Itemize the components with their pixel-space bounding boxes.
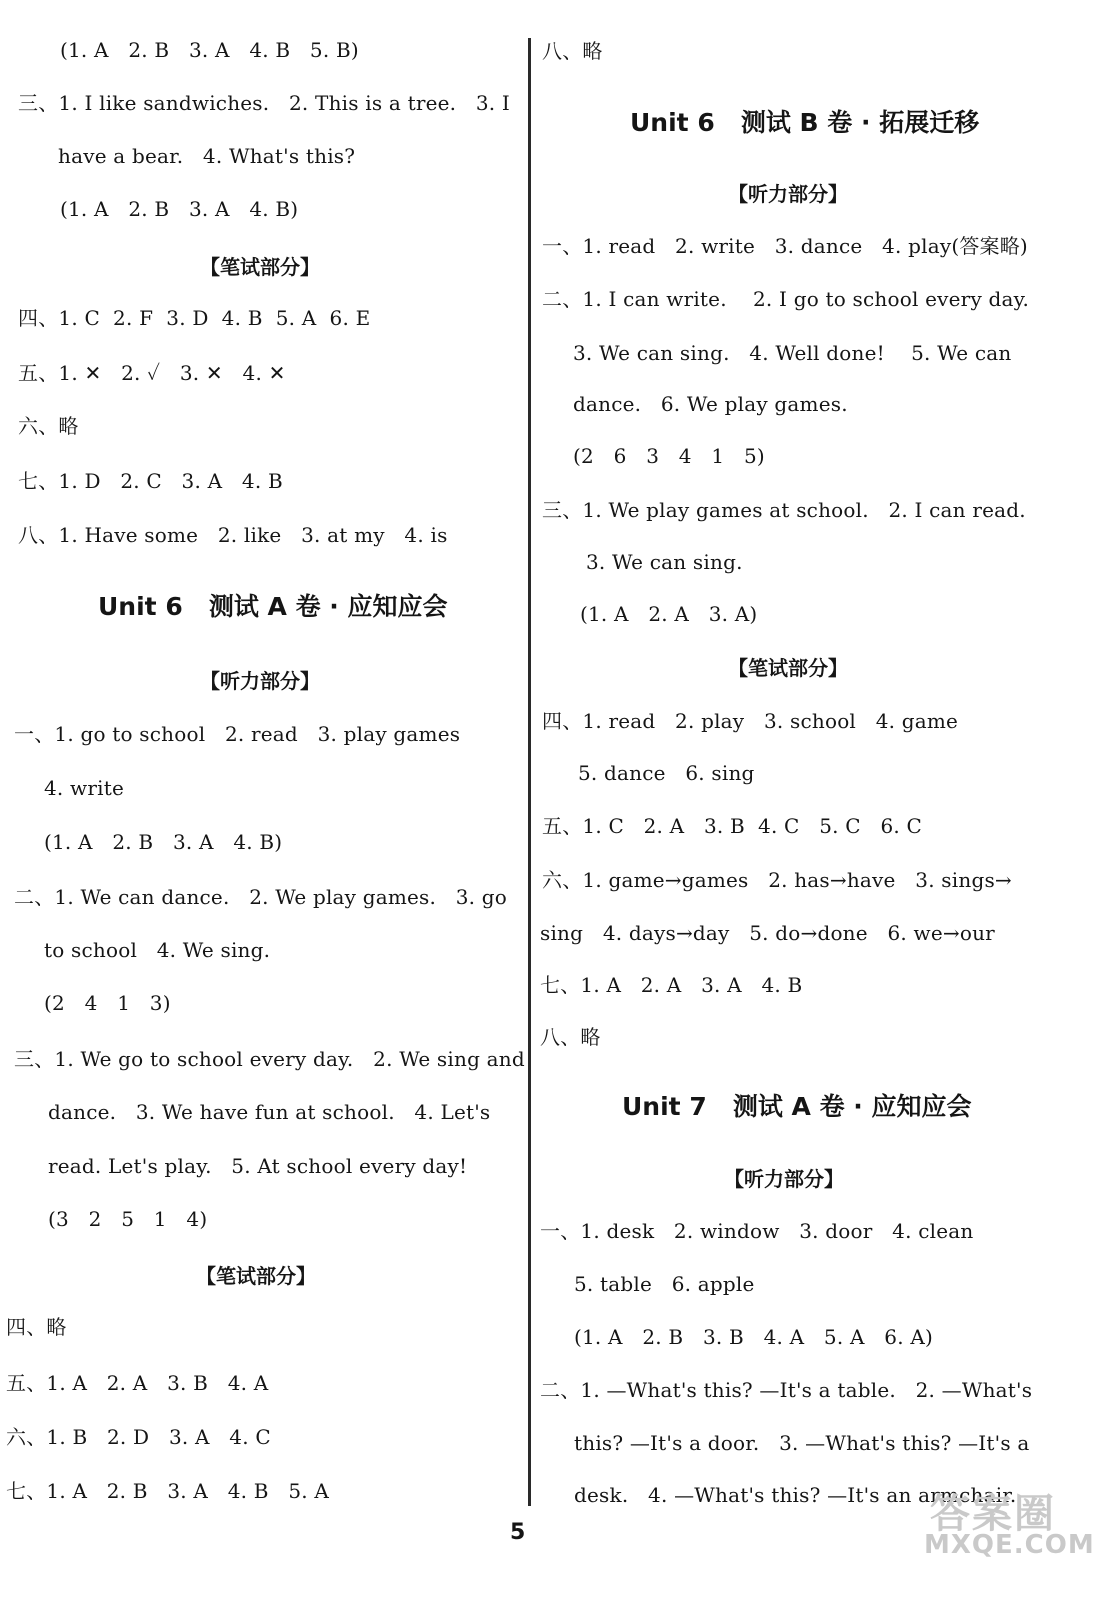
answer-line: 八、1. Have some 2. like 3. at my 4. is [18,523,448,547]
section-label: 【笔试部分】 [196,1264,316,1288]
answer-line: 四、1. C 2. F 3. D 4. B 5. A 6. E [18,306,371,330]
section-label: 【听力部分】 [200,669,320,693]
section-label: 【听力部分】 [728,182,848,206]
answer-line: read. Let's play. 5. At school every day! [48,1154,468,1178]
answer-line: (1. A 2. B 3. A 4. B 5. B) [60,38,359,62]
answer-line: 4. write [44,776,124,800]
watermark-url: MXQE.COM [924,1530,1095,1560]
answer-line: (2 4 1 3) [44,991,171,1015]
answer-line: 六、1. game→games 2. has→have 3. sings→ [542,868,1012,892]
answer-line: 一、1. desk 2. window 3. door 4. clean [540,1219,974,1243]
answer-line: 二、1. We can dance. 2. We play games. 3. go [14,885,508,909]
column-divider [528,38,531,1506]
answer-line: to school 4. We sing. [44,938,271,962]
answer-line: 七、1. D 2. C 3. A 4. B [18,469,283,493]
answer-line: (1. A 2. A 3. A) [580,602,758,626]
answer-line: 3. We can sing. 4. Well done! 5. We can [573,341,1012,365]
answer-line: 六、1. B 2. D 3. A 4. C [6,1425,271,1449]
answer-line: 三、1. We play games at school. 2. I can read. [542,498,1026,522]
unit-heading: Unit 6 测试 B 卷 · 拓展迁移 [630,108,980,137]
answer-line: 二、1. I can write. 2. I go to school every day. [542,287,1030,311]
answer-line: 一、1. go to school 2. read 3. play games [14,722,461,746]
answer-line: (1. A 2. B 3. A 4. B) [60,197,299,221]
answer-line: 八、略 [542,39,603,63]
section-label: 【笔试部分】 [728,656,848,680]
answer-line: 八、略 [540,1025,601,1049]
answer-line: 五、1. C 2. A 3. B 4. C 5. C 6. C [542,814,922,838]
answer-line: 四、1. read 2. play 3. school 4. game [542,709,959,733]
answer-line: sing 4. days→day 5. do→done 6. we→our [540,921,995,945]
answer-line: (2 6 3 4 1 5) [573,444,765,468]
answer-line: 五、1. ✕ 2. ✓ 3. ✕ 4. ✕ [18,361,286,385]
answer-line: 五、1. A 2. A 3. B 4. A [6,1371,269,1395]
answer-line: 四、略 [6,1315,67,1339]
answer-line: desk. 4. —What's this? —It's an armchair. [574,1483,1017,1507]
watermark-logo: 答案圈 [930,1491,1056,1537]
unit-heading: Unit 7 测试 A 卷 · 应知应会 [622,1092,972,1121]
answer-line: (1. A 2. B 3. B 4. A 5. A 6. A) [574,1325,933,1349]
answer-line: have a bear. 4. What's this? [58,144,356,168]
answer-line: (1. A 2. B 3. A 4. B) [44,830,283,854]
section-label: 【笔试部分】 [200,255,320,279]
watermark [920,1482,1095,1562]
answer-line: dance. 3. We have fun at school. 4. Let's [48,1100,491,1124]
answer-line: this? —It's a door. 3. —What's this? —It's a [574,1431,1030,1455]
answer-line: 七、1. A 2. A 3. A 4. B [540,973,803,997]
answer-line: 3. We can sing. [586,550,743,574]
answer-line: 三、1. We go to school every day. 2. We sing and [14,1047,525,1071]
answer-line: 二、1. —What's this? —It's a table. 2. —What's [540,1378,1033,1402]
page-number: 5 [510,1520,526,1545]
unit-heading: Unit 6 测试 A 卷 · 应知应会 [98,592,448,621]
answer-line: (3 2 5 1 4) [48,1207,208,1231]
answer-line: 5. dance 6. sing [578,761,755,785]
answer-line: dance. 6. We play games. [573,392,848,416]
answer-line: 六、略 [18,414,79,438]
answer-line: 三、1. I like sandwiches. 2. This is a tree. 3. I [18,91,511,115]
answer-line: 七、1. A 2. B 3. A 4. B 5. A [6,1479,330,1503]
section-label: 【听力部分】 [724,1167,844,1191]
answer-line: 5. table 6. apple [574,1272,755,1296]
answer-line: 一、1. read 2. write 3. dance 4. play(答案略) [542,234,1028,258]
